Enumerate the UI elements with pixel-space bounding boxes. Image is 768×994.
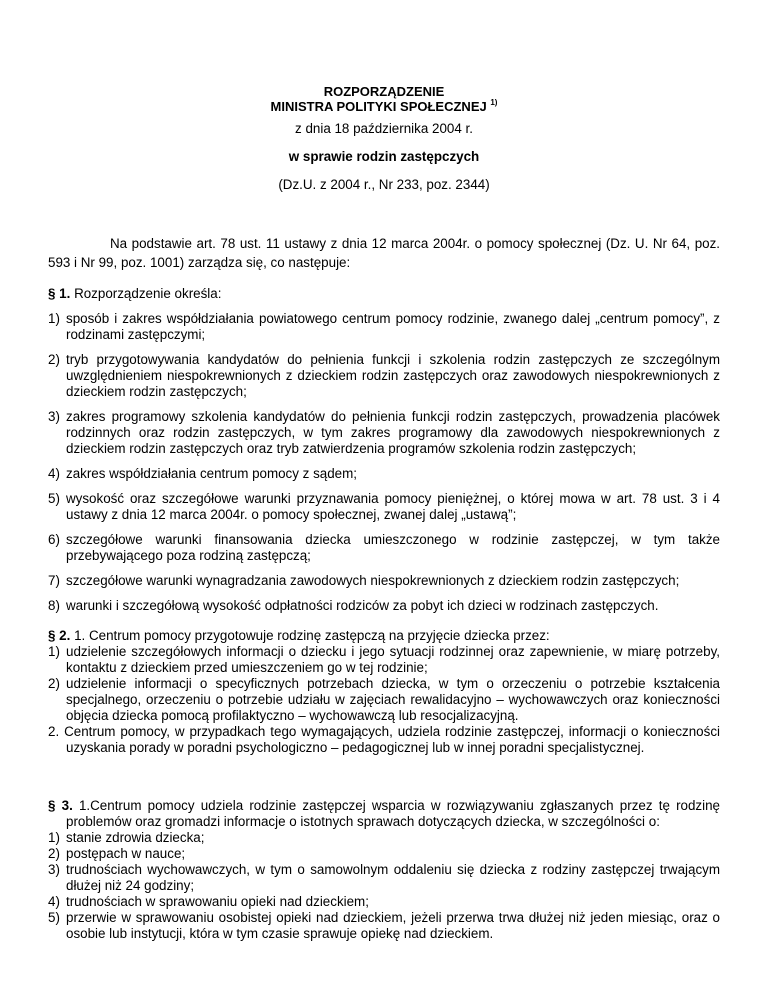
item-text: zakres współdziałania centrum pomocy z sądem; [66,466,357,481]
item-text: sposób i zakres współdziałania powiatowego centrum pomocy rodzinie, zwanego dalej „centrum pomocy”, z rodzinami zastępczymi; [66,311,720,342]
list-item [48,830,720,846]
list-item [48,862,720,894]
document-issuer [48,95,720,115]
item-number: 8) [48,598,60,613]
item-number: 1) [48,830,60,845]
item-number: 4) [48,894,60,909]
list-item [48,532,720,564]
item-number: 6) [48,532,60,547]
section-2-lead: 1. Centrum pomocy przygotowuje rodzinę zastępczą na przyjęcie dziecka przez: [70,628,550,643]
title-line2: MINISTRA POLITYKI SPOŁECZNEJ [270,99,487,114]
section-1-lead: Rozporządzenie określa: [70,286,222,301]
section-2-point-2: 2. Centrum pomocy, w przypadkach tego wymagających, udziela rodzinie zastępczej, informacji o konieczności uzyskania porady w poradni psychologiczno – pedagogicznej lub w innej poradni specjalistycznej. [48,724,720,755]
document-subject: w sprawie rodzin zastępczych [288,149,480,164]
list-item [48,894,720,910]
item-number: 2) [48,352,60,367]
section-1 [48,284,720,623]
item-text: stanie zdrowia dziecka; [66,830,205,845]
item-text: zakres programowy szkolenia kandydatów do pełnienia funkcji rodzin zastępczych, prowadzenia placówek rodzinnych oraz rodzin zastępczych, w tym zakres programowy dla zawodowych niespokrewnionych z dzieckiem rodzin zastępczych oraz tryb zatwierdzenia programów szkolenia rodzin zastępczych; [66,409,720,456]
item-text: udzielenie szczegółowych informacji o dziecku i jego sytuacji rodzinnej oraz zapewnienie, w miarę potrzeby, kontaktu z dzieckiem przed umieszczeniem go w tej rodzinie; [66,644,720,675]
item-text: wysokość oraz szczegółowe warunki przyznawania pomocy pieniężnej, o której mowa w art. 78 ust. 3 i 4 ustawy z dnia 12 marca 2004r. o pomocy społecznej, zwanej dalej „ustawą”; [66,491,720,522]
intro-paragraph: Na podstawie art. 78 ust. 11 ustawy z dnia 12 marca 2004r. o pomocy społecznej (Dz. U. Nr 64, poz. 593 i Nr 99, poz. 1001) zarządza się, co następuje: [48,236,720,270]
section-3 [48,798,720,942]
section-3-label: § 3. [48,798,73,813]
section-3-heading [48,798,720,830]
section-2 [48,628,720,756]
footnote-mark: 1) [490,98,498,107]
section-2-heading [48,628,720,644]
section-3-lead: 1.Centrum pomocy udziela rodzinie zastępczej wsparcia w rozwiązywaniu zgłaszanych przez tę rodzinę problemów oraz gromadzi informacje o istotnych sprawach dotyczących dziecka, w szczególności o: [66,798,720,829]
list-item [48,352,720,400]
section-2-label: § 2. [48,628,71,643]
item-number: 7) [48,573,60,588]
list-item [48,598,720,614]
item-number: 3) [48,862,60,877]
list-item [48,573,720,589]
item-number: 3) [48,409,60,424]
list-item [48,644,720,676]
item-text: trudnościach w sprawowaniu opieki nad dzieckiem; [66,894,369,909]
item-text: warunki i szczegółową wysokość odpłatności rodziców za pobyt ich dzieci w rodzinach zastępczych. [66,598,659,613]
title-line1: ROZPORZĄDZENIE [323,84,445,99]
list-item [48,491,720,523]
list-item [48,311,720,343]
item-text: szczegółowe warunki finansowania dziecka umieszczonego w rodzinie zastępczej, w tym także przebywającego poza rodziną zastępczą; [66,532,720,563]
item-text: udzielenie informacji o specyficznych potrzebach dziecka, w tym o orzeczeniu o potrzebie kształcenia specjalnego, orzeczeniu o potrzebie udziału w zajęciach rewalidacyjno – wychowawczych oraz konieczności objęcia dziecka pomocą profilaktyczno – wychowawczą lub resocjalizacyjną. [66,676,720,723]
section-1-heading [48,284,720,303]
item-text: przerwie w sprawowaniu osobistej opieki nad dzieckiem, jeżeli przerwa trwa dłużej niż jeden miesiąc, oraz o osobie lub instytucji, która w tym czasie sprawuje opiekę nad dzieckiem. [66,910,720,941]
item-text: szczegółowe warunki wynagradzania zawodowych niespokrewnionych z dzieckiem rodzin zastępczych; [66,573,680,588]
list-item [48,466,720,482]
item-text: postępach w nauce; [66,846,186,861]
document-reference: (Dz.U. z 2004 r., Nr 233, poz. 2344) [278,177,490,192]
list-item [48,676,720,724]
list-item [48,409,720,457]
item-number: 1) [48,311,60,326]
item-number: 4) [48,466,60,481]
section-1-label: § 1. [48,286,71,301]
list-item [48,910,720,942]
document-date: z dnia 18 października 2004 r. [295,121,473,136]
item-text: tryb przygotowywania kandydatów do pełnienia funkcji i szkolenia rodzin zastępczych ze szczególnym uwzględnieniem niespokrewnionych z dzieckiem rodzin zastępczych oraz zawodowych niespokrewnionych z dzieckiem rodzin zastępczych; [66,352,720,399]
item-text: trudnościach wychowawczych, w tym o samowolnym oddaleniu się dziecka z rodziny zastępczej trwającym dłużej niż 24 godziny; [66,862,720,893]
item-number: 1) [48,644,60,659]
item-number: 2) [48,846,60,861]
list-item [48,846,720,862]
item-number: 5) [48,491,60,506]
item-number: 2) [48,676,60,691]
item-number: 5) [48,910,60,925]
